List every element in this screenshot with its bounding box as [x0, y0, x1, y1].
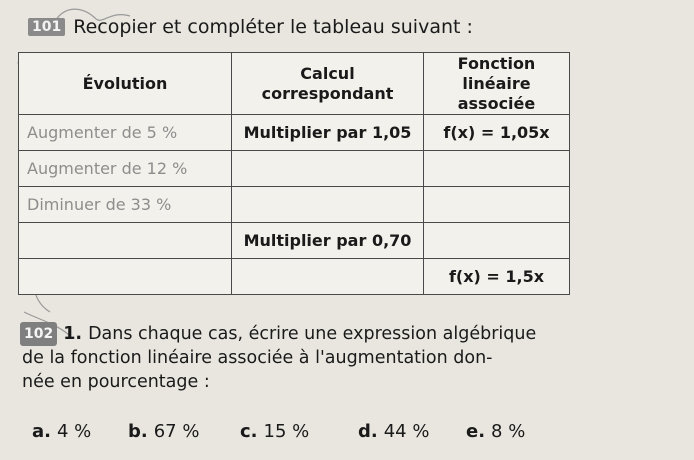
table-cell — [232, 259, 424, 295]
table-cell — [19, 259, 232, 295]
table-cell: Multiplier par 0,70 — [232, 223, 424, 259]
table-cell — [232, 151, 424, 187]
table-row — [19, 187, 570, 223]
table-cell — [424, 223, 570, 259]
table-cell — [424, 151, 570, 187]
table-cell — [19, 223, 232, 259]
table-row — [19, 223, 570, 259]
exercise-102-first-line — [20, 322, 680, 346]
header-fonction: Fonction linéaire associée — [424, 53, 570, 115]
question-text-line3: née en pourcentage : — [22, 372, 210, 392]
choice-value: 8 % — [491, 421, 526, 442]
exercise-102 — [20, 322, 680, 394]
table-cell: f(x) = 1,05x — [424, 115, 570, 151]
table-cell: f(x) = 1,5x — [424, 259, 570, 295]
choice-b — [128, 421, 240, 442]
choice-d — [358, 421, 466, 442]
table-cell: Diminuer de 33 % — [19, 187, 232, 223]
exercise-number-badge: 102 — [20, 322, 57, 346]
table-cell: Augmenter de 12 % — [19, 151, 232, 187]
percentage-table — [18, 52, 570, 295]
choice-value: 15 % — [263, 421, 310, 442]
exercise-instruction: Recopier et compléter le tableau suivant : — [73, 16, 473, 38]
exercise-101-header — [28, 14, 473, 40]
choice-value: 44 % — [383, 421, 430, 442]
choice-value: 4 % — [56, 421, 92, 442]
answer-choices — [32, 421, 546, 442]
choice-value: 67 % — [153, 421, 200, 442]
choice-e — [466, 421, 546, 442]
question-number: 1. — [63, 324, 83, 344]
choice-label: b. — [128, 421, 148, 442]
choice-c — [240, 421, 358, 442]
table-cell — [232, 187, 424, 223]
table-cell — [424, 187, 570, 223]
choice-label: e. — [466, 421, 486, 442]
header-evolution: Évolution — [19, 53, 232, 115]
question-text-line1: Dans chaque cas, écrire une expression algébrique — [88, 324, 537, 344]
question-text-line2: de la fonction linéaire associée à l'augmentation don- — [22, 348, 493, 368]
choice-label: d. — [358, 421, 378, 442]
header-calcul: Calcul correspondant — [232, 53, 424, 115]
exercise-number-badge: 101 — [28, 18, 65, 36]
table-cell: Multiplier par 1,05 — [232, 115, 424, 151]
table-row — [19, 115, 570, 151]
table-row — [19, 151, 570, 187]
table-cell: Augmenter de 5 % — [19, 115, 232, 151]
choice-label: a. — [32, 421, 51, 442]
choice-label: c. — [240, 421, 258, 442]
choice-a — [32, 421, 128, 442]
table-row — [19, 259, 570, 295]
table-header-row — [19, 53, 570, 115]
